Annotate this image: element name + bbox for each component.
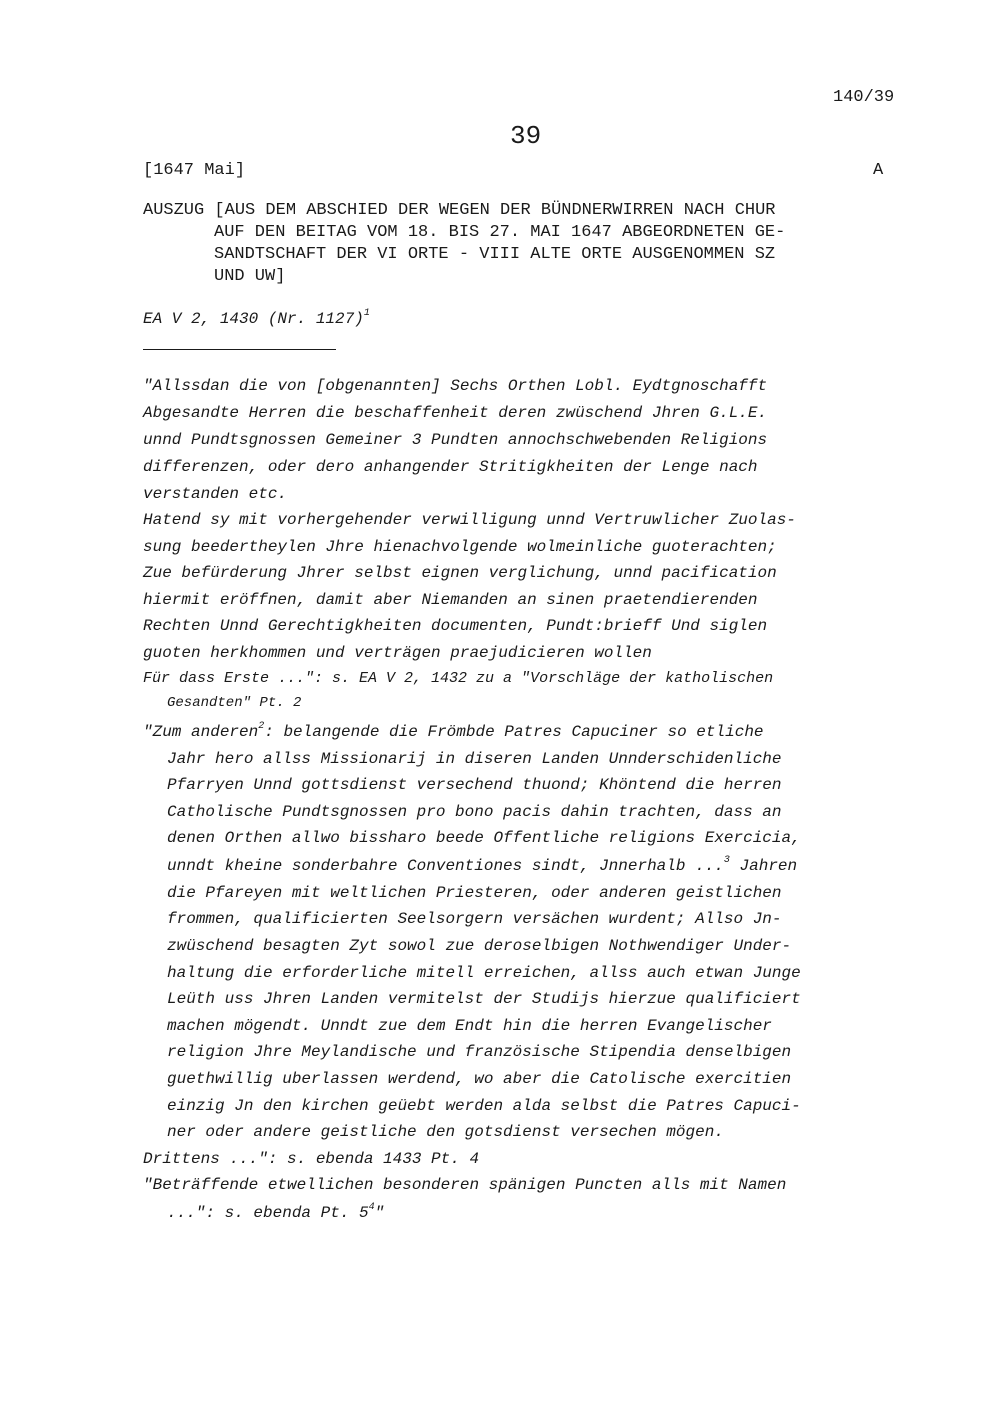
body-line: die Pfareyen mit weltlichen Priesteren, oder anderen geistlichen xyxy=(167,884,782,902)
heading-line: UND UW] xyxy=(214,267,286,286)
body-line: hiermit eröffnen, damit aber Niemanden an sinen praetendierenden xyxy=(143,591,758,609)
heading-line: AUF DEN BEITAG VOM 18. BIS 27. MAI 1647 ABGEORDNETEN GE- xyxy=(214,223,786,242)
body-line: guoten herkhommen und verträgen praejudicieren wollen xyxy=(143,644,652,662)
body-line: Pfarryen Unnd gottsdienst versechend thuond; Khöntend die herren xyxy=(167,776,782,794)
heading-line: SANDTSCHAFT DER VI ORTE - VIII ALTE ORTE AUSGENOMMEN SZ xyxy=(214,245,776,264)
page-reference: 140/39 xyxy=(833,88,895,107)
body-line: Jahr hero allss Missionarij in diseren Landen Unnderschidenliche xyxy=(167,750,782,768)
body-line: sung beedertheylen Jhre hienachvolgende wolmeinliche guoterachten; xyxy=(143,538,777,556)
body-line: frommen, qualificierten Seelsorgern versächen wurdent; Allso Jn- xyxy=(167,910,782,928)
source-text: EA V 2, 1430 (Nr. 1127) xyxy=(143,310,364,328)
body-line: guethwillig uberlassen werdend, wo aber die Catolische exercitien xyxy=(167,1070,792,1088)
separator-rule xyxy=(143,349,336,350)
body-line: Abgesandte Herren die beschaffenheit deren zwüschend Jhren G.L.E. xyxy=(143,404,768,422)
zum-prefix: "Zum anderen xyxy=(143,723,259,741)
footnote-marker: 3 xyxy=(723,855,730,866)
document-date: [1647 Mai] xyxy=(143,161,246,180)
body-line: Leüth uss Jhren Landen vermitelst der Studijs hierzue qualificiert xyxy=(167,990,801,1008)
unndt-text: unndt kheine sonderbahre Conventiones sindt, Jnnerhalb ... xyxy=(167,857,724,875)
unndt-tail: Jahren xyxy=(729,857,798,875)
zum-anderen-line xyxy=(143,723,764,741)
body-line: "Beträffende etwellichen besonderen spänigen Puncten alls mit Namen xyxy=(143,1176,787,1194)
document-letter: A xyxy=(873,161,884,180)
body-line: verstanden etc. xyxy=(143,485,288,503)
document-number: 39 xyxy=(510,121,542,151)
body-line: Zue befürderung Jhrer selbst eignen verglichung, unnd pacification xyxy=(143,564,777,582)
body-line: "Allssdan die von [obgenannten] Sechs Orthen Lobl. Eydtgnoschafft xyxy=(143,377,768,395)
body-line: haltung die erforderliche mitell erreichen, allss auch etwan Junge xyxy=(167,964,801,982)
footnote-marker: 1 xyxy=(363,308,370,319)
source-citation xyxy=(143,310,370,328)
body-line: religion Jhre Meylandische und französische Stipendia denselbigen xyxy=(167,1043,792,1061)
heading-line: AUSZUG [AUS DEM ABSCHIED DER WEGEN DER BÜNDNERWIRREN NACH CHUR xyxy=(143,201,776,220)
body-line: machen mögendt. Unndt zue dem Endt hin die herren Evangelischer xyxy=(167,1017,772,1035)
drittens-line: Drittens ...": s. ebenda 1433 Pt. 4 xyxy=(143,1150,480,1168)
body-line: einzig Jn den kirchen geüebt werden alda selbst die Patres Capuci- xyxy=(167,1097,801,1115)
body-line: ner oder andere geistliche den gotsdienst versechen mögen. xyxy=(167,1123,724,1141)
body-line: Catholische Pundtsgnossen pro bono pacis dahin trachten, dass an xyxy=(167,803,782,821)
footnote-marker: 4 xyxy=(368,1202,375,1213)
body-line: Hatend sy mit vorhergehender verwilligung unnd Vertruwlicher Zuolas- xyxy=(143,511,796,529)
zum-rest: : belangende die Frömbde Patres Capuciner so etliche xyxy=(264,723,764,741)
ebenda-text: ...": s. ebenda Pt. 5 xyxy=(167,1204,369,1222)
body-line: Gesandten" Pt. 2 xyxy=(167,695,302,711)
body-line: differenzen, oder dero anhangender Stritigkheiten der Lenge nach xyxy=(143,458,758,476)
body-line: zwüschend besagten Zyt sowol zue deroselbigen Nothwendiger Under- xyxy=(167,937,792,955)
body-line: denen Orthen allwo bissharo beede Offentliche religions Exercicia, xyxy=(167,829,801,847)
body-line: Für dass Erste ...": s. EA V 2, 1432 zu a "Vorschläge der katholischen xyxy=(143,670,774,687)
body-line: Rechten Unnd Gerechtigkheiten documenten, Pundt:brieff Und siglen xyxy=(143,617,768,635)
closing-quote: " xyxy=(374,1204,385,1222)
body-line: unnd Pundtsgnossen Gemeiner 3 Pundten annochschwebenden Religions xyxy=(143,431,768,449)
footnote-marker: 2 xyxy=(258,721,265,732)
unndt-line xyxy=(167,857,797,875)
ebenda-line xyxy=(167,1204,384,1222)
